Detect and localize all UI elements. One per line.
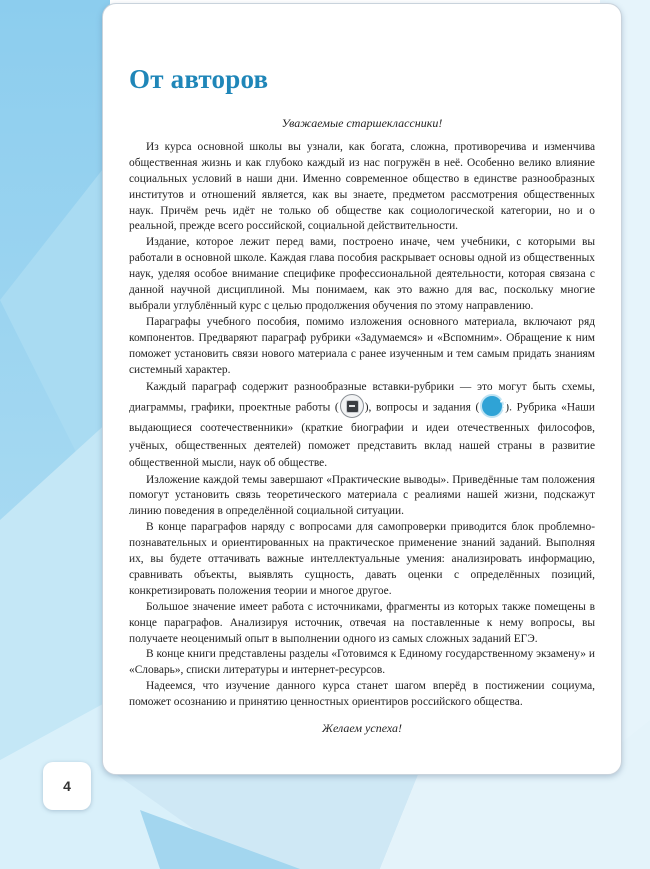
paragraph-tasks: В конце параграфов наряду с вопросами для самопроверки приводится блок проблемно-познавательных и ориентированных на практическое применение знаний заданий. Выполняя их, вы будете оттачивать важные интеллектуальные умения: анализировать информацию, сравнивать объекты, выявлять сущность, давать оценки с определённых позиций, конкретизировать положения теории и многое другое. [129, 521, 595, 597]
rubrics-text-part-3: ). Рубрика «Наши выдающиеся соотечественники» (краткие биографии и идеи отечественных философов, учёных, общественных деятелей) поможет представить вклад нашей страны в развитие общественной мысли, наук об обществе. [129, 401, 595, 469]
paragraph-sources: Большое значение имеет работа с источниками, фрагменты из которых также помещены в конце параграфов. Анализируя источник, отвечая на поставленные к нему вопросы, вы получаете неоценимый опыт в выполнении одного из самых сложных заданий ЕГЭ. [129, 600, 595, 645]
greeting: Уважаемые старшеклассники! [281, 116, 443, 130]
farewell: Желаем успеха! [321, 721, 403, 736]
rubrics-text-part-1: Каждый параграф содержит разнообразные вставки-рубрики — это могут быть схемы, диаграммы, графики, проектные работы ( [129, 380, 595, 414]
rubrics-text-part-2: ), вопросы и задания ( [364, 401, 480, 414]
paragraph-intro: Из курса основной школы вы узнали, как богата, сложна, противоречива и изменчива общественная жизнь и как глубоко каждый из нас погружён в неё. Особенно велико влияние социальных условий в наши дни. Именно современное общество в единстве разнообразных институтов и отношений является, как вы знаете, предметом рассмотрения общественных наук. Причём речь идёт не только об обществе как социологической категории, но и о реальной, прежде всего российской, социальной действительности. [129, 140, 595, 233]
paragraph-rubrics [129, 379, 595, 473]
paragraph-appendix: В конце книги представлены разделы «Готовимся к Единому государственному экзамену» и «Словарь», списки литературы и интернет-ресурсов. [129, 648, 595, 677]
question-icon: ? [480, 394, 504, 418]
paragraph-components: Параграфы учебного пособия, помимо изложения основного материала, включают ряд компонентов. Предваряют параграф рубрики «Задумаемся» и «Вспомним». Обращение к ним поможет установить связи нового материала с ранее изученным и тем самым придать знаниям системный характер. [129, 315, 595, 376]
paragraph-edition: Издание, которое лежит перед вами, построено иначе, чем учебники, с которыми вы работали в основной школе. Каждая глава пособия раскрывает основы одной из общественных наук, уделяя особое внимание специфике профессиональной деятельности, которая связана с данной научной дисциплиной. Мы понимаем, как это важно для вас, поскольку многие выбрали углублённый курс с целью продолжения обучения по этому направлению. [129, 236, 595, 312]
paragraph-conclusions: Изложение каждой темы завершают «Практические выводы». Приведённые там положения помогут установить связь теоретического материала с реалиями нашей жизни, подскажут линию поведения в определённой социальной ситуации. [129, 473, 595, 518]
page-number: 4 [43, 762, 91, 810]
article-body [129, 116, 595, 737]
content-card [102, 3, 622, 775]
paragraph-hope: Надеемся, что изучение данного курса станет шагом вперёд в постижении социума, поможет осознанию и принятию ценностных ориентиров российского общества. [129, 680, 595, 709]
page-title: От авторов [129, 64, 269, 94]
project-work-icon [340, 394, 364, 418]
